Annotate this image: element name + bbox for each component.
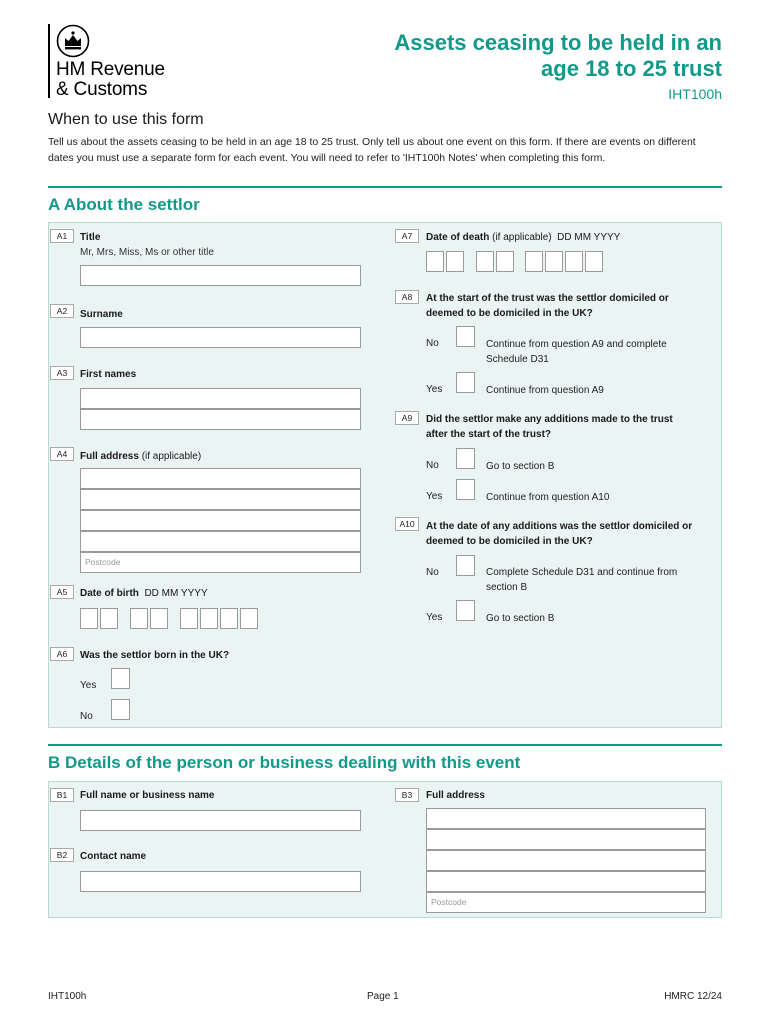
dob-day-2[interactable] [100,608,118,629]
a9-no-hint: Go to section B [486,461,555,472]
b1-label: Full name or business name [80,790,215,801]
full-name-field[interactable] [80,810,361,831]
a10-yes-label: Yes [426,612,443,623]
a6-no-checkbox[interactable] [111,699,130,720]
address-field-1[interactable] [80,468,361,489]
dod-day-1[interactable] [426,251,444,272]
a8-no-checkbox[interactable] [456,326,475,347]
postcode-field[interactable]: Postcode [80,552,361,573]
b3-address-field-4[interactable] [426,871,706,892]
question-number-b3: B3 [395,788,419,802]
a10-yes-hint: Go to section B [486,613,555,624]
question-number-a6: A6 [50,647,74,661]
a8-yes-label: Yes [426,384,443,395]
dod-year-4[interactable] [585,251,603,272]
form-title: Assets ceasing to be held in an age 18 to 25 trust [394,30,722,81]
dob-month-2[interactable] [150,608,168,629]
page-number: Page 1 [367,991,399,1002]
a9-yes-hint: Continue from question A10 [486,492,610,503]
b3-address-field-1[interactable] [426,808,706,829]
a10-no-checkbox[interactable] [456,555,475,576]
dod-day-2[interactable] [446,251,464,272]
dod-year-3[interactable] [565,251,583,272]
a10-label: At the date of any additions was the settlor domiciled or deemed to be domiciled in the UK? [426,521,693,547]
a7-label: Date of death (if applicable) DD MM YYYY [426,232,621,243]
a8-yes-checkbox[interactable] [456,372,475,393]
b3-postcode-field[interactable]: Postcode [426,892,706,913]
b3-label: Full address [426,790,485,801]
dob-year-2[interactable] [200,608,218,629]
question-number-a8: A8 [395,290,419,304]
a8-yes-hint: Continue from question A9 [486,385,604,396]
a9-no-label: No [426,460,439,471]
a8-no-label: No [426,338,439,349]
surname-field[interactable] [80,327,361,348]
dod-month-1[interactable] [476,251,494,272]
b3-address-field-2[interactable] [426,829,706,850]
a6-no-label: No [80,711,93,722]
a10-yes-checkbox[interactable] [456,600,475,621]
form-code: IHT100h [668,86,722,102]
hmrc-logo-text: HM Revenue & Customs [56,59,165,100]
a8-label: At the start of the trust was the settlor domiciled or deemed to be domiciled in the UK? [426,293,669,319]
address-field-3[interactable] [80,510,361,531]
question-number-a3: A3 [50,366,74,380]
a8-no-hint: Continue from question A9 and complete Schedule D31 [486,339,667,365]
contact-name-field[interactable] [80,871,361,892]
first-names-field-1[interactable] [80,388,361,409]
a1-hint: Mr, Mrs, Miss, Ms or other title [80,247,214,258]
a9-no-checkbox[interactable] [456,448,475,469]
logo-divider [48,24,50,98]
footer-version: HMRC 12/24 [664,991,722,1002]
a6-yes-checkbox[interactable] [111,668,130,689]
question-number-a2: A2 [50,304,74,318]
section-b-rule [48,744,722,746]
section-a-heading: A About the settlor [48,195,200,214]
address-field-2[interactable] [80,489,361,510]
dob-year-4[interactable] [240,608,258,629]
dod-year-1[interactable] [525,251,543,272]
question-number-a7: A7 [395,229,419,243]
address-field-4[interactable] [80,531,361,552]
a10-no-hint: Complete Schedule D31 and continue from section B [486,567,678,593]
question-number-a10: A10 [395,517,419,531]
question-number-a1: A1 [50,229,74,243]
question-number-a5: A5 [50,585,74,599]
footer-form-code: IHT100h [48,991,87,1002]
intro-heading: When to use this form [48,111,204,128]
dob-year-1[interactable] [180,608,198,629]
question-number-b1: B1 [50,788,74,802]
dob-month-1[interactable] [130,608,148,629]
dod-month-2[interactable] [496,251,514,272]
a2-label: Surname [80,309,123,320]
a9-label: Did the settlor make any additions made to the trust after the start of the trust? [426,414,673,440]
question-number-a4: A4 [50,447,74,461]
intro-text: Tell us about the assets ceasing to be held in an age 18 to 25 trust. Only tell us about one event on this form. If there are events on different dates you must use a separate form for each event. You will need to refer to 'IHT100h Notes' when completing this form. [48,136,696,164]
a5-label: Date of birth DD MM YYYY [80,588,208,599]
dod-year-2[interactable] [545,251,563,272]
first-names-field-2[interactable] [80,409,361,430]
question-number-b2: B2 [50,848,74,862]
a9-yes-label: Yes [426,491,443,502]
b3-address-field-3[interactable] [426,850,706,871]
title-field[interactable] [80,265,361,286]
royal-crest-icon [56,24,90,58]
a1-label: Title [80,232,101,243]
question-number-a9: A9 [395,411,419,425]
section-a-rule [48,186,722,188]
a9-yes-checkbox[interactable] [456,479,475,500]
dob-day-1[interactable] [80,608,98,629]
dob-year-3[interactable] [220,608,238,629]
a3-label: First names [80,369,137,380]
b2-label: Contact name [80,851,147,862]
a4-label: Full address (if applicable) [80,451,202,462]
a6-yes-label: Yes [80,680,97,691]
a6-label: Was the settlor born in the UK? [80,650,230,661]
a10-no-label: No [426,567,439,578]
section-b-heading: B Details of the person or business dealing with this event [48,753,521,772]
